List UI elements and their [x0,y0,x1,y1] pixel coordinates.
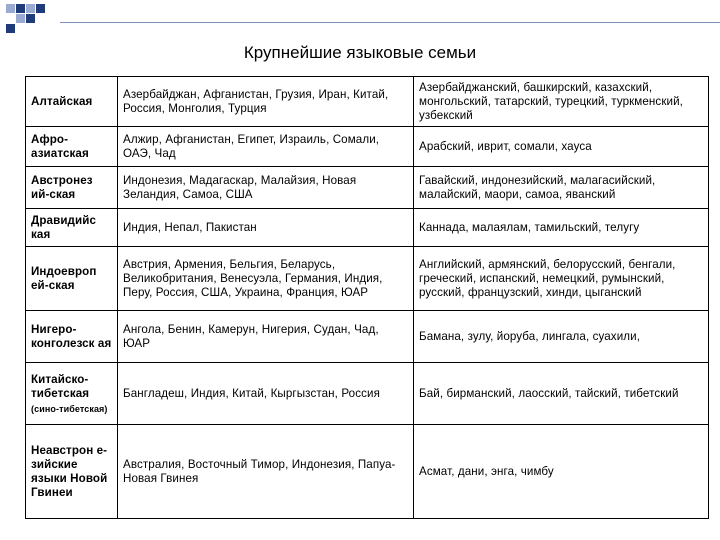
countries-cell: Ангола, Бенин, Камерун, Нигерия, Судан, Чад, ЮАР [118,311,414,363]
family-name: Индоевроп ей-ская [31,264,97,292]
family-cell [26,247,118,311]
table-row [26,167,709,209]
family-note: (сино-тибетская) [31,403,108,414]
family-name: Алтайская [31,94,93,108]
languages-cell: Английский, армянский, белорусский, бенгали, греческий, испанский, немецкий, румынский, русский, французский, хинди, цыганский [414,247,709,311]
table-row [26,209,709,247]
countries-cell: Индонезия, Мадагаскар, Малайзия, Новая Зеландия, Самоа, США [118,167,414,209]
languages-cell: Бай, бирманский, лаосский, тайский, тибетский [414,363,709,425]
table-row [26,363,709,425]
countries-cell: Бангладеш, Индия, Китай, Кыргызстан, Россия [118,363,414,425]
family-name: Нигеро-конголезск ая [31,322,112,350]
language-families-table [25,76,709,519]
languages-cell: Асмат, дани, энга, чимбу [414,425,709,519]
languages-cell: Арабский, иврит, сомали, хауса [414,127,709,167]
family-name: Афро-азиатская [31,132,89,160]
family-cell [26,363,118,425]
table-row [26,127,709,167]
countries-cell: Австрия, Армения, Бельгия, Беларусь, Великобритания, Венесуэла, Германия, Индия, Перу, Россия, США, Украина, Франция, ЮАР [118,247,414,311]
family-name: Австронез ий-ская [31,173,93,201]
family-name: Дравидийс кая [31,213,97,241]
languages-cell: Бамана, зулу, йоруба, лингала, суахили, [414,311,709,363]
languages-cell: Каннада, малаялам, тамильский, телугу [414,209,709,247]
table-row [26,311,709,363]
header-rule [60,22,720,23]
table-row [26,425,709,519]
countries-cell: Алжир, Афганистан, Египет, Израиль, Сомали, ОАЭ, Чад [118,127,414,167]
countries-cell: Австралия, Восточный Тимор, Индонезия, Папуа- Новая Гвинея [118,425,414,519]
family-cell [26,311,118,363]
table-row [26,247,709,311]
family-name: Неавстрон е-зийские языки Новой Гвинеи [31,443,108,499]
countries-cell: Азербайджан, Афганистан, Грузия, Иран, Китай, Россия, Монголия, Турция [118,77,414,127]
table-row [26,77,709,127]
languages-cell: Азербайджанский, башкирский, казахский, монгольский, татарский, турецкий, туркменский, узбекский [414,77,709,127]
family-cell [26,425,118,519]
family-cell [26,209,118,247]
family-cell [26,167,118,209]
countries-cell: Индия, Непал, Пакистан [118,209,414,247]
page-title: Крупнейшие языковые семьи [243,43,477,62]
family-name: Китайско-тибетская [31,372,90,400]
header-decoration [0,0,720,24]
languages-cell: Гавайский, индонезийский, малагасийский, малайский, маори, самоа, яванский [414,167,709,209]
family-cell [26,127,118,167]
family-cell [26,77,118,127]
